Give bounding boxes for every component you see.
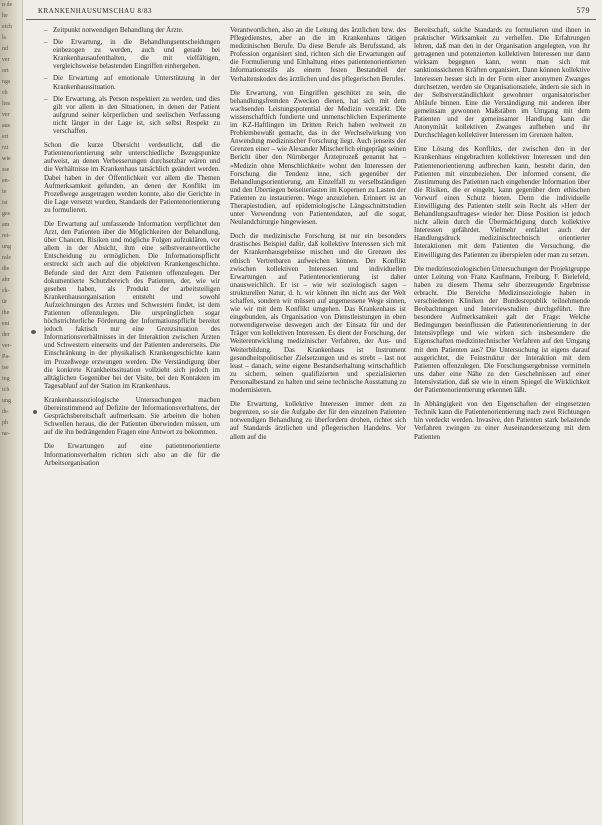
gutter-fragment: der [2,332,10,338]
gutter-fragment: en- [2,178,10,184]
paragraph: Krankenhaussoziologische Untersuchungen machen übereinstimmend auf Defizite der Informationsverhaltens, der Gesprächsbereitschaft aufmerksam. Sie arbeiten die hohen Schwellen heraus, die der Patienten überwinden müssen, um auf die ihn bedrängenden Fragen eine Antwort zu bekommen. [44,395,220,437]
paragraph: Die Erwartung, von Eingriffen geschützt zu sein, die behandlungsfremden Zwecken dienen, hat sich mit dem wachsenden Leistungspotential der Medizin verstärkt. Die wissenschaftlich fundierte und unmenschlichen Experimente im KZ-Haftlingen im Dritten Reich haben weltweit zu Problembewußt gemacht, das in der Wechselwirkung von Anwendung medizinischer Forschung liegt. Auch jenseits der Grenzen einer – wie Alexander Mitscherlich eingeprägt seinen Bericht über den Nürnberger Ärzteprozeß genannt hat – »Medizin ohne Menschlichkeit« wohnt den Interessen der Forschung die Tendenz inne, sich gegenüber der Behandlungsorientierung, am Einzelfall zu verselbständigen und den Übertiegen beiseiteriasten im Kopernen zu Lasten der Patienten zu instaurieren. Wege anzuziehen. Erinnert ist an Therapiestudien, auf epidemiologische Längsschnittstudien unter Verwendung von Patientendaten, auf die sogar, Neulandchirurgie hingewiesen. [230,88,406,227]
page-number: 579 [576,6,590,15]
list-item: – Die Erwartung, als Person respektiert zu werden, und dies gilt vor allem in den Situationen, in denen der Patient aufgrund seiner körperlichen und seelischen Verfassung nicht länger in der Lage ist, sich selbst Respekt zu verschaffen. [44,95,220,135]
paragraph: Die medizinsoziologischen Untersuchungen der Projektgruppe unter Leitung von Franz Kaufmann, Freiburg, F. Bielefeld, haben zu diesem Thema sehr überzeugende Ergebnisse erbracht. Die Bereiche Medizinsoziologie haben in verschiedenen Kliniken der Bundesrepublik teilnehmende Beobachtungen und Interviewstudien durchgeführt. Ihre besondere Aufmerksamkeit galt der Frage: Welche Bedingungen beeinflussen die Patientenorientierung in der Intensivpflege und wie wirken sich insbesondere die Eigenschaften medizintechnischer Verfahren auf den Umgang mit dem Patienten aus? Die Untersuchung ist eigens darauf ausgerichtet, die Feinstruktur der Interaktion mit dem Patienten offenzulegen. Die Forschungsergebnisse vermitteln uns daher eine Nähe zu den Geschehnissen auf einer Intensivstation, daß sie wie in einem Spiegel die Wirklichkeit der Patientenorientierung erkennen läßt. [414,264,590,395]
gutter-fragment: sse [2,167,10,173]
paragraph: Die Erwartung, kollektive Interessen immer dem zu begrenzen, so sie die Aufgabe der für den einzelnen Patienten notwendigen Behandlung zu überfordern drohen, richtet sich auf Standards ärztlichen und pflegerischen Handelns. Vor allem auf die [230,400,406,441]
gutter-fragment: rzt [2,145,9,151]
gutter-fragment: ort [2,68,9,74]
gutter-fragment: ls [2,35,7,41]
paragraph: In Abhängigkeit von den Eigenschaften der eingesetzten Technik kann die Patientenorientierung nach zwei Richtungen hin verdeckt werden. Invasive, den Patienten stark belastende Verfahren zwingen zu einer Auseinandersetzung mit dem Patienten [414,400,590,441]
gutter-fragment: ver [2,57,10,63]
journal-running-head: KRANKENHAUSUMSCHAU 8/83 [38,7,152,15]
text-column-2 [230,26,406,818]
gutter-fragment: eich [2,24,12,30]
gutter-fragment: ahr [2,277,10,283]
scan-speck [31,330,36,334]
gutter-fragment: ges [2,211,10,217]
paragraph: Die Erwartung auf umfassende Information verpflichtet den Arzt, den Patienten über die Möglichkeiten der Behandlung, über Chancen, Risiken und mögliche Folgen aufzuklären, vor allem in der Absicht, ihm eine selbstverantwortliche Entscheidung zu ermöglichen. Die Informationspflicht erstreckt sich auch auf die objektiven Krankengeschichte. Befunde sind der Arzt dem Patienten offenzulegen. Der dokumentierte Schutzbereich des Patienten, der, wie wir gesehen haben, als Produkt der arbeitsteiligen Krankenhausorganisation entsteht und sowohl Aufzeichnungen des Arztes und Schwestern findet, ist dem Patienten offenzulegen. Die ursprünglichen sogar höchstrichterliche Förderung der Informationspflicht bereitet jedoch faktisch nur eine Grenzsituation des Informationsverhältnisses in der Interaktion zwischen Ärzten und Schwestern einerseits und der Patienten andererseits. Die Einschränkung in der physikalisch Krankengeschichte kann im Prozeßwege erzwungen werden. Die Verständigung über die konkrete Krankheitssituation vollzieht sich jedoch im alltäglichen Gegenüber bei der Visite, bei den Kontakten im Tagesablauf auf der Station im Krankenhaus. [44,219,220,390]
gutter-fragment: ngs [2,79,11,85]
gutter-fragment: ise [2,365,9,371]
gutter-fragment: aus [2,123,10,129]
gutter-fragment: ent [2,321,10,327]
paragraph: Die Erwartungen auf eine patientenorientierte Informationsverhalten richten sich also an die für die Arbeitsorganisation [44,442,220,467]
gutter-fragment: ih- [2,409,9,415]
text-column-1 [44,26,220,818]
gutter-fragment: am [2,222,10,228]
gutter-fragment: ck- [2,288,10,294]
paragraph: Bereitschaft, solche Standards zu formulieren und ihnen in praktischer Wirksamkeit zu verhelfen. Die Erfahrungen lehren, daß man den in der Organisation angelegten, von ihr getragenen und potenzierten kollektiven Interessen nur dann wirksam begegnen kann, wenn man sich mit sanktionssicheren Kräften organisiert. Dann können kollektive Interessen besser sich in der Form einer anonymen Zwanges durchsetzen, werden sie Organisationsziele, ändern sie sich in der Selbstverständlichkeit gewohnter organisatorischer Abläufe binnen. Eine die Verständigung mit anderen über gemeinsam gewonnen Maßstäben im Umgang mit dem Patienten und der gemeinsamer Handlung kann die Anonymität kollektiven Zwanges aufheben und ihr Durchschlagen kollektiver Interessen im Grenzen halten. [414,26,590,140]
gutter-fragment: ch [2,90,8,96]
gutter-fragment: ver [2,112,10,118]
gutter-fragment: ert [2,134,9,140]
list-item: – Die Erwartung, in die Behandlungsentscheidungen einbezogen zu werden, auch und gerade bei Krankenhausaufenthalten, die mit vielfältigen, vergleichsweise belastenden Eingriffen einhergehen. [44,38,220,70]
paragraph: Verantwortlichen, also an die Leitung des ärztlichen bzw. des Pflegedienstes, aber an die im Krankenhaus tätigen medizinischen Berufe. Da diese Berufe als Berufsstand, als Profession organisiert sind, richten sich die Erwartungen auf die Formulierung und Einhaltung eines patientenorientierten Informationsstils als einem festen Bestandteil der Verhaltenskodex des ärztlichen und des pflegerischen Berufes. [230,26,406,83]
paragraph: Eine Lösung des Konflikts, der zwischen den in der Krankenhaus eingebrachten kollektiven Interessen und den Patientenorientierung aufbrechen kann, besteht darin, den Patienten mit einzubeziehen. Der informed consent, die Zustimmung des Patienten nach eingehender Information über die Risiken, die er eingeht, kann gegenüber dem ethischen Vorwurf einen Schutz bieten. Denn die individuelle Einwilligung des Patienten stellt sein Recht als »Herr der Behandlungsauftrages« wieder her. Diese Position ist jedoch nicht allein durch die Übermächtigung durch kollektive Interessen gefährdet. Vielmehr entfaltet auch der Handlungsdruck medizinischtechnisch orientierter Interaktionen mit dem Patienten die Versuchung, die Einwilligung des Patienten zu überspielen oder man zu setzen. [414,145,590,259]
gutter-fragment: Pa- [2,354,10,360]
gutter-fragment: ie [2,189,7,195]
gutter-fragment: ür [2,299,7,305]
gutter-fragment: ich [2,387,10,393]
expectations-list [44,26,220,135]
gutter-fragment: n de [2,2,13,8]
list-item: – Die Erwartung auf emotionale Unterstützung in der Krankenhaussituation. [44,74,220,90]
gutter-fragment: ph [2,420,8,426]
gutter-fragment: ung [2,244,11,250]
gutter-fragment: ne- [2,431,10,437]
list-item: – Zeitpunkt notwendigen Behandlung der Ärzte. [44,26,220,34]
gutter-fragment: ing [2,376,10,382]
gutter-fragment: lies [2,101,11,107]
paragraph: Doch die medizinische Forschung ist nur ein besonders drastisches Beispiel dafür, daß kollektive Interessen sich mit der Krankenhausgebnisse mischen und die Grenzen des ethisch Vertretbaren aufweichen können. Der Konflikt zwischen kollektiven Interessen und individuellen Erwartungen auf Patientenorientierung ist daher unausweichlich. Er ist – wie wir soziologisch sagen – strukturellen Natur, d. h. wir können ihn nicht aus der Welt schaffen, sondern wir müssen auf angemessene Wege sinnen, wie wir mit dem Konflikt umgehen. Das Krankenhaus ist eingebunden, als Organisation von Dienstleistungen in eben notwendigerweise deswegen auch der Einsatz für und der Träger von kollektiven Interessen. Es dient der Forschung, der Weiterentwicklung medizinischer Verfahren, der Aus- und Weiterbildung. Das Krankenhaus ist Instrument gesundheitspolitischer Zielsetzungen und es strebt – last not least – danach, seine eigene Bestandserhaltung wirtschaftlich zu sichern, seinen qualifizierten und spezialisierten Personalbestand zu halten und seine technische Ausstattung zu modernisieren. [230,232,406,395]
gutter-fragment: he [2,13,8,19]
paragraph: Schon die kurze Übersicht verdeutlicht, daß die Patientenorientierung sehr unterschiedliche Bezugspunkte aufweist, an denen Verbesserungen durchsetzbar wären und die Verhältnisse im Krankenhaus tatsächlich geändert werden. Dabei haben in der Öffentlichkeit vor allem die Themen Aufmerksamkeit gefunden, an denen der Konflikt im Prozeßwege ausgetragen werden konnte, also die Gerichte in die Lage versetzt wurden, Standards der Patientenorientierung zu formulieren. [44,141,220,214]
gutter-fragment: ist [2,200,8,206]
gutter-fragment: rei- [2,233,11,239]
gutter-fragment: wie [2,156,11,162]
previous-page-edge [0,0,23,825]
gutter-fragment: ver- [2,343,12,349]
gutter-fragment: nd [2,46,8,52]
gutter-fragment: ung [2,398,11,404]
gutter-fragment: the [2,310,10,316]
page-header [26,5,596,20]
text-column-3 [414,26,590,818]
gutter-fragment: rale [2,255,11,261]
gutter-fragment: die [2,266,10,272]
scan-speck [33,410,37,414]
